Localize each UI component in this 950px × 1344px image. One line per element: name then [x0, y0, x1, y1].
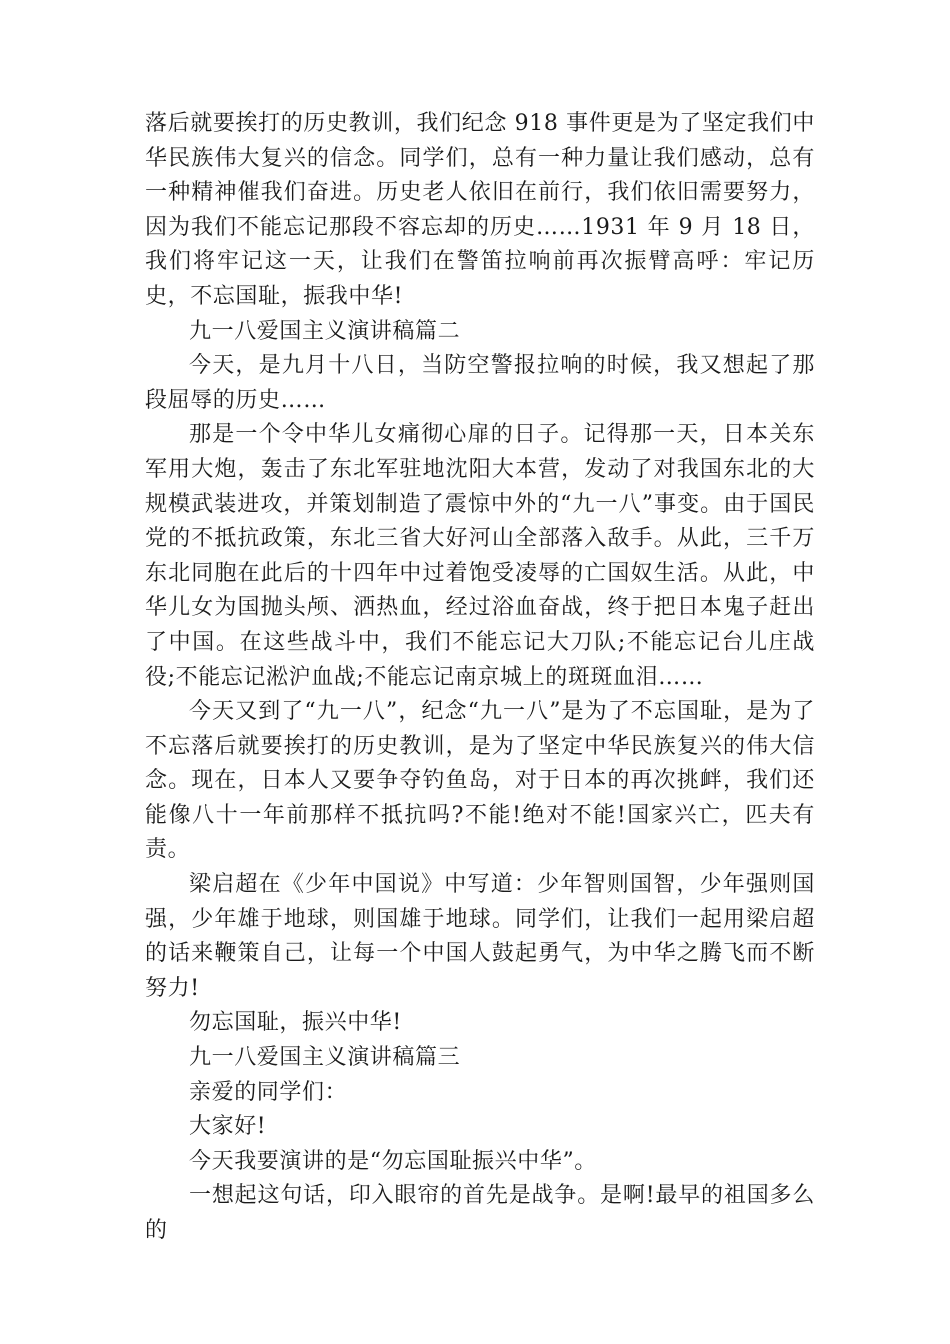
salutation: 亲爱的同学们：	[189, 1079, 348, 1105]
greeting: 大家好!	[189, 1114, 267, 1140]
paragraph: 今天，是九月十八日，当防空警报拉响的时候，我又想起了那段屈辱的历史……	[145, 353, 815, 413]
section-heading-part-three: 九一八爱国主义演讲稿篇三	[189, 1045, 461, 1071]
paragraph-continuation: 落后就要挨打的历史教训，我们纪念 918 事件更是为了坚定我们中华民族伟大复兴的信念。同学们，总有一种力量让我们感动，总有一种精神催我们奋进。历史老人依旧在前行，我们依旧需要努力，因为我们不能忘记那段不容忘却的历史……1931 年 9 月 18 日，我们将牢记这一天，让我们在警笛拉响前再次振臂高呼：牢记历史，不忘国耻，振我中华!	[145, 111, 815, 309]
paragraph: 梁启超在《少年中国说》中写道：少年智则国智，少年强则国强，少年雄于地球，则国雄于地球。同学们，让我们一起用梁启超的话来鞭策自己，让每一个中国人鼓起勇气，为中华之腾飞而不断努力!	[145, 872, 815, 1001]
paragraph: 今天又到了“九一八”，纪念“九一八”是为了不忘国耻，是为了不忘落后就要挨打的历史教训，是为了坚定中华民族复兴的伟大信念。现在，日本人又要争夺钓鱼岛，对于日本的再次挑衅，我们还能像八十一年前那样不抵抗吗?不能!绝对不能!国家兴亡，匹夫有责。	[145, 699, 815, 863]
document-body	[145, 107, 815, 1249]
paragraph: 一想起这句话，印入眼帘的首先是战争。是啊!最早的祖国多么的	[145, 1183, 815, 1243]
paragraph-slogan: 勿忘国耻，振兴中华!	[189, 1010, 402, 1036]
paragraph: 今天我要演讲的是“勿忘国耻振兴中华”。	[189, 1148, 597, 1174]
section-heading-part-two: 九一八爱国主义演讲稿篇二	[189, 318, 461, 344]
paragraph: 那是一个令中华儿女痛彻心扉的日子。记得那一天，日本关东军用大炮，轰击了东北军驻地沈阳大本营，发动了对我国东北的大规模武装进攻，并策划制造了震惊中外的“九一八”事变。由于国民党的不抵抗政策，东北三省大好河山全部落入敌手。从此，三千万东北同胞在此后的十四年中过着饱受凌辱的亡国奴生活。从此，中华儿女为国抛头颅、洒热血，经过浴血奋战，终于把日本鬼子赶出了中国。在这些战斗中，我们不能忘记大刀队;不能忘记台儿庄战役;不能忘记淞沪血战;不能忘记南京城上的斑斑血泪……	[145, 422, 815, 690]
